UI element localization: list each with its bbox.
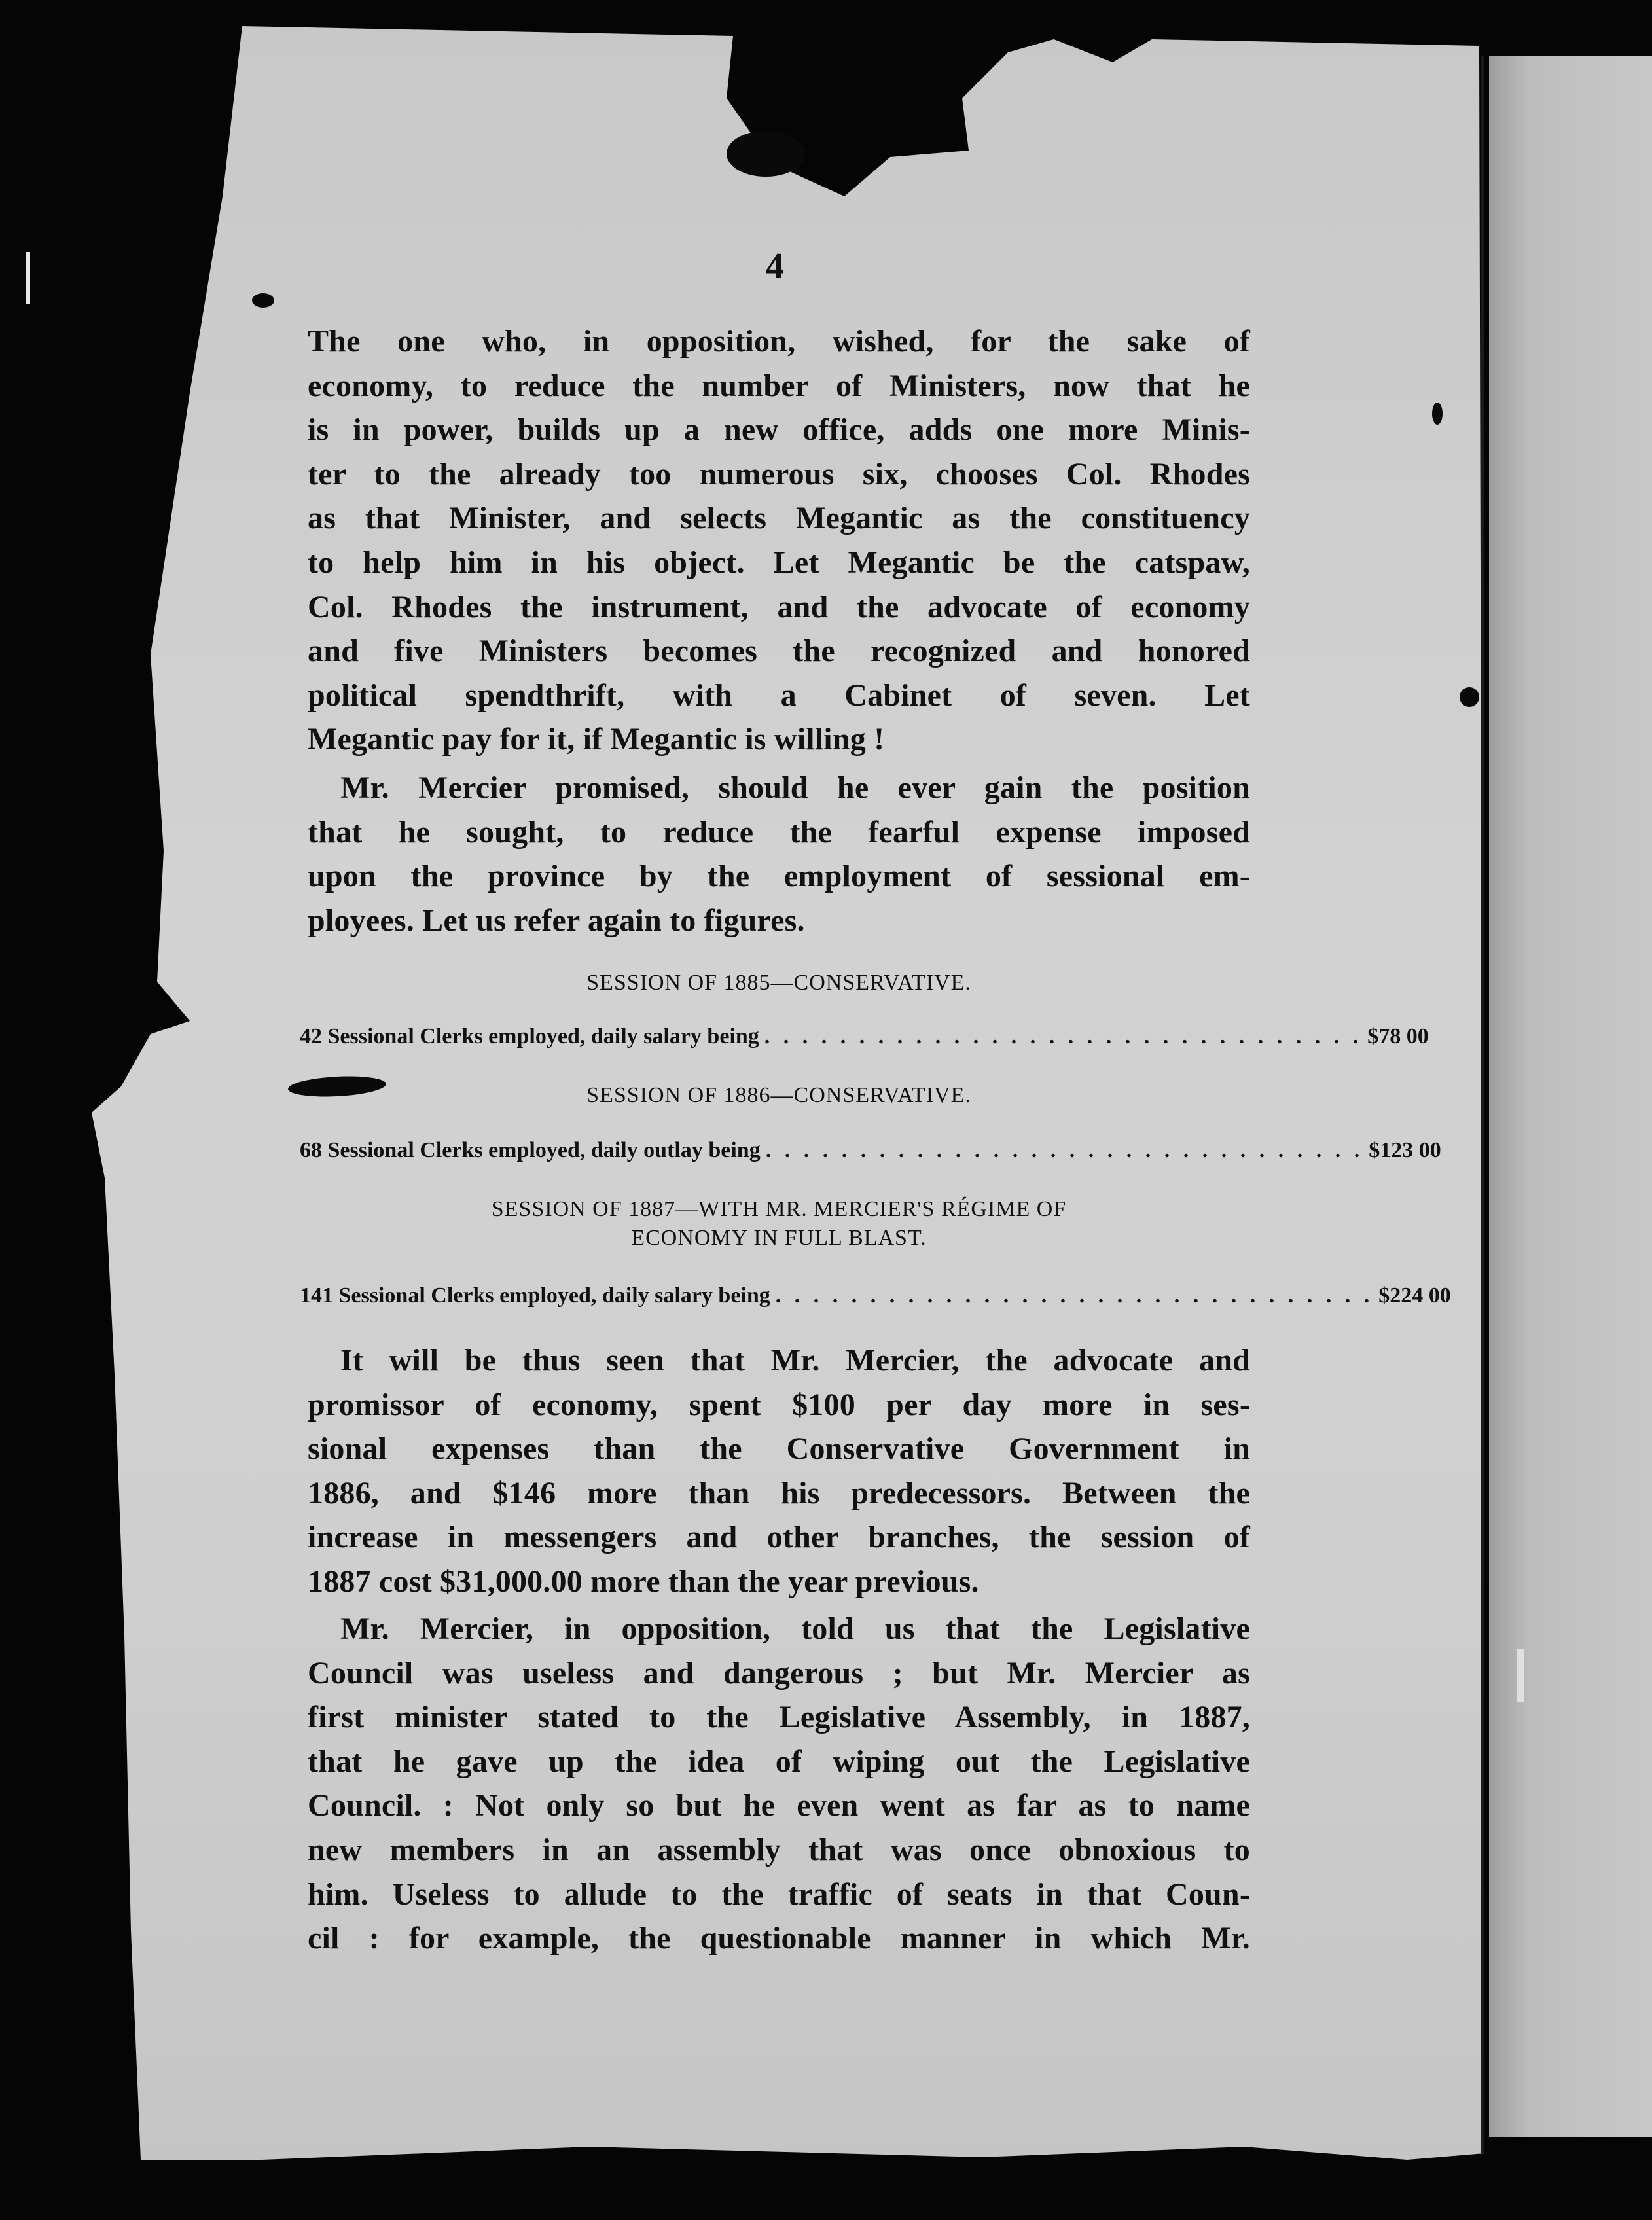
session-1886-heading bbox=[308, 1081, 1250, 1110]
text-line: Council was useless and dangerous ; but Mr. Mercier as bbox=[308, 1655, 1250, 1691]
text-line: increase in messengers and other branches, the session of bbox=[308, 1520, 1250, 1555]
text-line: him. Useless to allude to the traffic of seats in that Coun- bbox=[308, 1876, 1250, 1912]
session-1885-row bbox=[300, 1022, 1429, 1051]
text-line: ployees. Let us refer again to figures. bbox=[308, 903, 805, 938]
text-line: new members in an assembly that was once obnoxious to bbox=[308, 1832, 1250, 1867]
text-line: sional expenses than the Conservative Government in bbox=[308, 1431, 1250, 1467]
text-line: It will be thus seen that Mr. Mercier, the advocate and bbox=[340, 1343, 1250, 1378]
text-line: and five Ministers becomes the recognized and honored bbox=[308, 634, 1250, 669]
session-1886-description: 68 Sessional Clerks employed, daily outlay being bbox=[300, 1138, 761, 1162]
text-line: The one who, in opposition, wished, for the sake of bbox=[308, 324, 1250, 359]
text-line: political spendthrift, with a Cabinet of seven. Let bbox=[308, 677, 1250, 713]
text-line: ter to the already too numerous six, chooses Col. Rhodes bbox=[308, 456, 1250, 492]
leader-dots: . . . . . . . . . . . . . . . . . . . . . . . . . . . . . . . . bbox=[764, 1024, 1363, 1048]
heading-line: SESSION OF 1887—WITH MR. MERCIER'S RÉGIME OF bbox=[491, 1197, 1067, 1221]
heading-line: SESSION OF 1885—CONSERVATIVE. bbox=[586, 971, 971, 995]
text-line: Col. Rhodes the instrument, and the advocate of economy bbox=[308, 589, 1250, 624]
text-line: 1887 cost $31,000.00 more than the year previous. bbox=[308, 1564, 979, 1599]
text-line: that he sought, to reduce the fearful expense imposed bbox=[308, 814, 1250, 850]
text-line: cil : for example, the questionable manner in which Mr. bbox=[308, 1921, 1250, 1956]
text-line: Megantic pay for it, if Megantic is willing ! bbox=[308, 722, 885, 757]
session-1887-heading bbox=[308, 1195, 1250, 1253]
session-1886-row bbox=[300, 1136, 1441, 1165]
text-line: 1886, and $146 more than his predecessors. Between the bbox=[308, 1475, 1250, 1511]
text-line: economy, to reduce the number of Ministers, now that he bbox=[308, 368, 1250, 403]
paragraph-ministers bbox=[308, 319, 1250, 762]
paragraph-sessional-employees bbox=[308, 766, 1250, 942]
session-1887-row bbox=[300, 1281, 1451, 1310]
text-line: Mr. Mercier promised, should he ever gain the position bbox=[340, 770, 1250, 805]
text-line: promissor of economy, spent $100 per day more in ses- bbox=[308, 1387, 1250, 1422]
page-number: 4 bbox=[766, 246, 784, 287]
heading-line: ECONOMY IN FULL BLAST. bbox=[631, 1226, 927, 1250]
session-1885-heading bbox=[308, 969, 1250, 997]
text-line: to help him in his object. Let Megantic be the catspaw, bbox=[308, 545, 1250, 580]
text-line: upon the province by the employment of sessional em- bbox=[308, 859, 1250, 894]
session-1887-amount: $224 00 bbox=[1378, 1283, 1451, 1308]
paragraph-legislative-council bbox=[308, 1607, 1250, 1961]
text-line: Mr. Mercier, in opposition, told us that the Legislative bbox=[340, 1611, 1250, 1646]
text-line: that he gave up the idea of wiping out the Legislative bbox=[308, 1744, 1250, 1779]
text-line: as that Minister, and selects Megantic as the constituency bbox=[308, 501, 1250, 536]
paragraph-expense-comparison bbox=[308, 1338, 1250, 1604]
text-line: Council. : Not only so but he even went as far as to name bbox=[308, 1788, 1250, 1823]
leader-dots: . . . . . . . . . . . . . . . . . . . . . . . . . . . . . . . . bbox=[775, 1283, 1374, 1308]
session-1886-amount: $123 00 bbox=[1369, 1138, 1441, 1162]
heading-line: SESSION OF 1886—CONSERVATIVE. bbox=[586, 1083, 971, 1107]
session-1885-amount: $78 00 bbox=[1367, 1024, 1429, 1048]
session-1885-description: 42 Sessional Clerks employed, daily salary being bbox=[300, 1024, 759, 1048]
text-line: is in power, builds up a new office, adds one more Minis- bbox=[308, 412, 1250, 448]
text-line: first minister stated to the Legislative Assembly, in 1887, bbox=[308, 1700, 1250, 1735]
leader-dots: . . . . . . . . . . . . . . . . . . . . . . . . . . . . . . . . bbox=[765, 1138, 1364, 1162]
session-1887-description: 141 Sessional Clerks employed, daily salary being bbox=[300, 1283, 770, 1308]
